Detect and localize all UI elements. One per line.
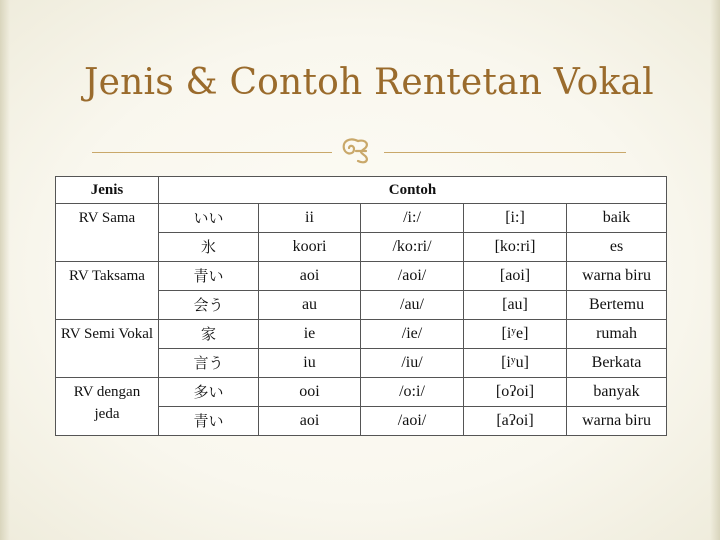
kanji-cell: 氷 (159, 233, 259, 262)
phonetic-cell: [aʔoi] (464, 407, 567, 436)
phonetic-cell: [oʔoi] (464, 378, 567, 407)
jenis-cell: RV Taksama (56, 262, 159, 320)
romaji-cell: ooi (259, 378, 361, 407)
jenis-cell: RV dengan jeda (56, 378, 159, 436)
header-contoh: Contoh (159, 177, 667, 204)
table-row (56, 378, 667, 407)
kanji-cell: 会う (159, 291, 259, 320)
phonetic-cell: [au] (464, 291, 567, 320)
phonetic-cell: [iʸu] (464, 349, 567, 378)
table-row (56, 262, 667, 291)
table-row (56, 204, 667, 233)
phonemic-cell: /o:i/ (361, 378, 464, 407)
phonemic-cell: /iu/ (361, 349, 464, 378)
curly-flourish-icon (336, 135, 382, 165)
meaning-cell: warna biru (567, 407, 667, 436)
kanji-cell: 青い (159, 262, 259, 291)
kanji-cell: いい (159, 204, 259, 233)
vowel-sequence-table (55, 176, 667, 436)
romaji-cell: au (259, 291, 361, 320)
romaji-cell: aoi (259, 407, 361, 436)
romaji-cell: koori (259, 233, 361, 262)
kanji-cell: 青い (159, 407, 259, 436)
meaning-cell: Berkata (567, 349, 667, 378)
meaning-cell: warna biru (567, 262, 667, 291)
romaji-cell: aoi (259, 262, 361, 291)
phonetic-cell: [ko:ri] (464, 233, 567, 262)
phonetic-cell: [i:] (464, 204, 567, 233)
meaning-cell: Bertemu (567, 291, 667, 320)
slide-right-edge (710, 0, 720, 540)
table-row (56, 320, 667, 349)
table-header-row (56, 177, 667, 204)
meaning-cell: es (567, 233, 667, 262)
slide-left-edge (0, 0, 10, 540)
meaning-cell: rumah (567, 320, 667, 349)
header-jenis: Jenis (56, 177, 159, 204)
kanji-cell: 言う (159, 349, 259, 378)
slide-title: Jenis & Contoh Rentetan Vokal (84, 62, 654, 103)
phonemic-cell: /i:/ (361, 204, 464, 233)
title-divider-right (384, 152, 626, 153)
title-divider-left (92, 152, 332, 153)
phonetic-cell: [iʸe] (464, 320, 567, 349)
phonemic-cell: /au/ (361, 291, 464, 320)
meaning-cell: baik (567, 204, 667, 233)
romaji-cell: iu (259, 349, 361, 378)
kanji-cell: 家 (159, 320, 259, 349)
kanji-cell: 多い (159, 378, 259, 407)
jenis-cell: RV Semi Vokal (56, 320, 159, 378)
romaji-cell: ii (259, 204, 361, 233)
romaji-cell: ie (259, 320, 361, 349)
phonemic-cell: /aoi/ (361, 262, 464, 291)
phonemic-cell: /aoi/ (361, 407, 464, 436)
phonetic-cell: [aoi] (464, 262, 567, 291)
phonemic-cell: /ko:ri/ (361, 233, 464, 262)
jenis-cell: RV Sama (56, 204, 159, 262)
phonemic-cell: /ie/ (361, 320, 464, 349)
meaning-cell: banyak (567, 378, 667, 407)
